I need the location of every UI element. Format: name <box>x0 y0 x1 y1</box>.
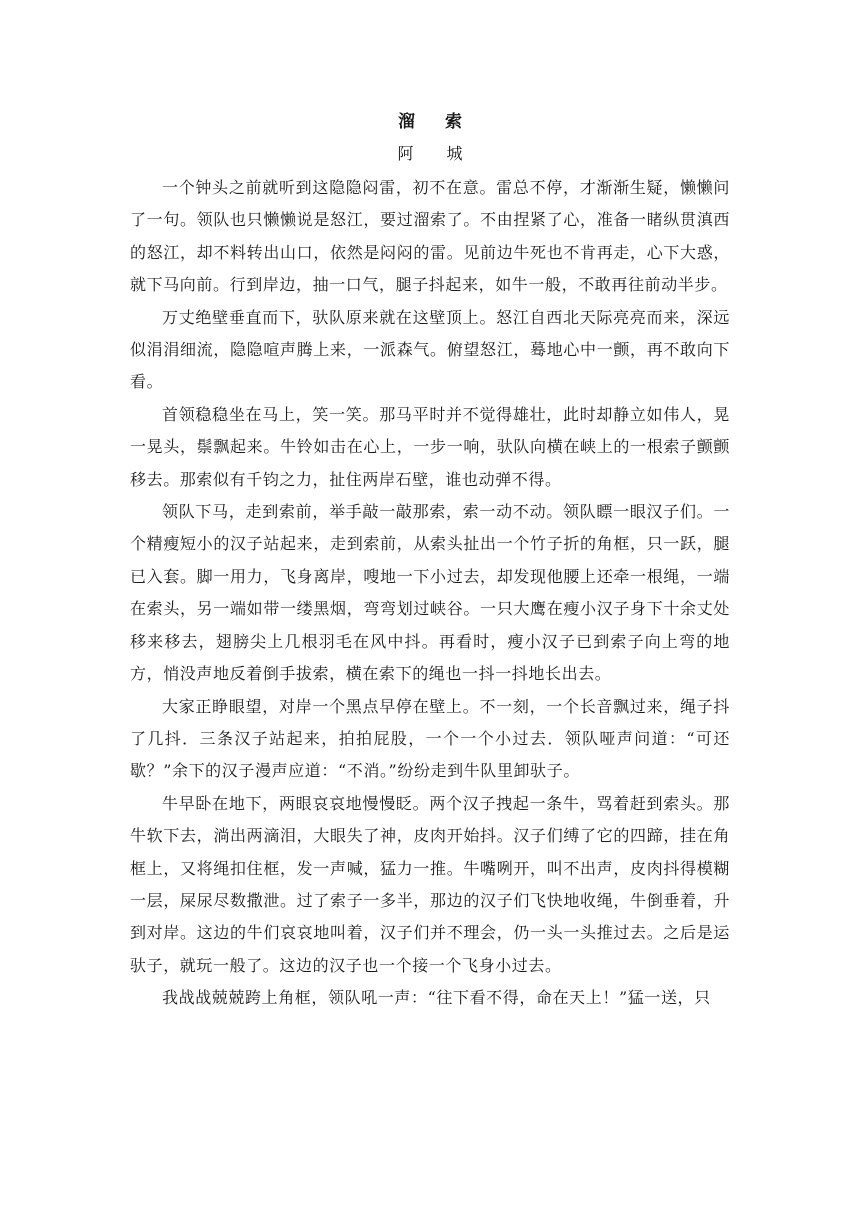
paragraph: 我战战兢兢跨上角框，领队吼一声：“往下看不得，命在天上！”猛一送，只 <box>162 988 711 1008</box>
document-page <box>130 108 730 1015</box>
paragraph: 一个钟头之前就听到这隐隐闷雷，初不在意。雷总不停，才渐渐生疑，懒懒问了一句。领队也只懒懒说是怒江，要过溜索了。不由捏紧了心，准备一睹纵贯滇西的怒江，却不料转出山口，依然是闷闷的雷。见前边牛死也不肯再走，心下大惑，就下马向前。行到岸边，抽一口气，腿子抖起来，如牛一般，不敢再往前动半步。 <box>130 178 730 295</box>
article-title: 溜 索 <box>398 112 474 132</box>
paragraph: 首领稳稳坐在马上，笑一笑。那马平时并不觉得雄壮，此时却静立如伟人，晃一晃头，鬃飘起来。牛铃如击在心上，一步一响，驮队向横在峡上的一根索子颤颤移去。那索似有千钧之力，扯住两岸石壁，谁也动弹不得。 <box>130 404 730 489</box>
paragraph: 万丈绝壁垂直而下，驮队原来就在这壁顶上。怒江自西北天际亮亮而来，深远似涓涓细流，隐隐喧声腾上来，一派森气。俯望怒江，蓦地心中一颤，再不敢向下看。 <box>130 307 730 392</box>
article-author: 阿 城 <box>397 144 477 163</box>
paragraph: 领队下马，走到索前，举手敲一敲那索，索一动不动。领队瞟一眼汉子们。一个精瘦短小的汉子站起来，走到索前，从索头扯出一个竹子折的角框，只一跃，腿已入套。脚一用力，飞身离岸，嗖地一下小过去，却发现他腰上还牵一根绳，一端在索头，另一端如带一缕黑烟，弯弯划过峡谷。一只大鹰在瘦小汉子身下十余丈处移来移去，翅膀尖上几根羽毛在风中抖。再看时，瘦小汉子已到索子向上弯的地方，悄没声地反着倒手拔索，横在索下的绳也一抖一抖地长出去。 <box>130 502 730 684</box>
paragraph: 大家正睁眼望，对岸一个黑点早停在壁上。不一刻，一个长音飘过来，绳子抖了几抖．三条汉子站起来，拍拍屁股，一个一个小过去．领队哑声问道：“可还歇？”余下的汉子漫声应道：“不消。”纷纷走到牛队里卸驮子。 <box>130 696 730 781</box>
paragraph: 牛早卧在地下，两眼哀哀地慢慢眨。两个汉子拽起一条牛，骂着赶到索头。那牛软下去，淌出两滴泪，大眼失了神，皮肉开始抖。汉子们缚了它的四蹄，挂在角框上，又将绳扣住框，发一声喊，猛力一推。牛嘴咧开，叫不出声，皮肉抖得模糊一层，屎尿尽数撒泄。过了索子一多半，那边的汉子们飞快地收绳，牛倒垂着，升到对岸。这边的牛们哀哀地叫着，汉子们并不理会，仍一头一头推过去。之后是运驮子，就玩一般了。这边的汉子也一个接一个飞身小过去。 <box>130 793 730 975</box>
article-body <box>130 172 730 1015</box>
